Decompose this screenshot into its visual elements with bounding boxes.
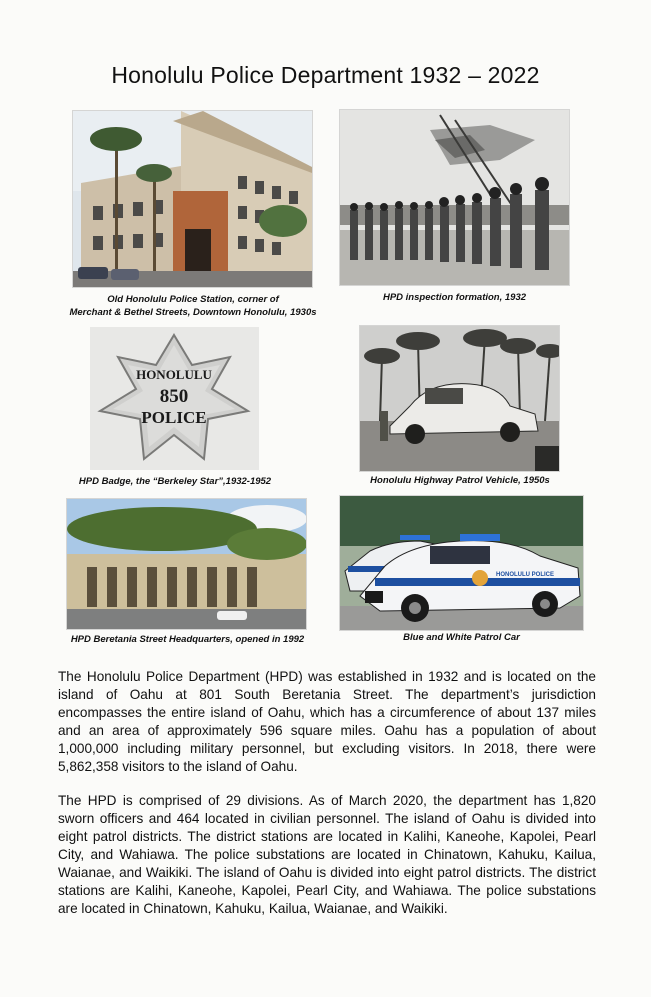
old-station-caption-line2: Merchant & Bethel Streets, Downtown Honolulu, 1930s xyxy=(69,307,317,318)
badge-text-bottom: POLICE xyxy=(141,408,207,427)
old-station-caption-line1: Old Honolulu Police Station, corner of xyxy=(107,294,279,305)
inspection-formation-photo xyxy=(340,110,569,285)
badge-caption: HPD Badge, the “Berkeley Star”,1932-1952 xyxy=(78,476,272,487)
headquarters-photo xyxy=(67,499,306,629)
patrol-car-door-text: HONOLULU POLICE xyxy=(496,572,554,578)
badge-photo xyxy=(90,327,259,470)
old-station-photo xyxy=(73,111,312,287)
badge-number: 850 xyxy=(159,386,189,407)
badge-text-top: HONOLULU xyxy=(136,367,212,382)
headquarters-caption: HPD Beretania Street Headquarters, opened in 1992 xyxy=(70,634,305,645)
page-title: Honolulu Police Department 1932 – 2022 xyxy=(111,62,540,88)
formation-caption: HPD inspection formation, 1932 xyxy=(382,292,527,303)
old-station-caption xyxy=(40,293,346,319)
patrol-car-caption: Blue and White Patrol Car xyxy=(403,632,520,643)
intro-paragraph: The Honolulu Police Department (HPD) was established in 1932 and is located on the island of Oahu at 801 South Beretania Street. The department’s jurisdiction encompasses the entire island of Oahu, which has a circumference of about 137 miles and an area of approximately 596 square miles. Oahu has a population of about 1,000,000 including military personnel, but excluding visitors. In 2018, there were 5,862,358 visitors to the island of Oahu. xyxy=(58,669,596,774)
highway-patrol-caption: Honolulu Highway Patrol Vehicle, 1950s xyxy=(370,475,550,486)
patrol-car-photo xyxy=(340,496,583,630)
highway-patrol-photo xyxy=(360,326,559,471)
divisions-paragraph: The HPD is comprised of 29 divisions. As of March 2020, the department has 1,820 sworn officers and 464 located in civilian personnel. The island of Oahu is divided into eight patrol districts. The district stations are located in Kalihi, Kaneohe, Kapolei, Pearl City, and Wahiawa. The police substations are located in Chinatown, Kahuku, Kailua, Waianae, and Waikiki. The island of Oahu is divided into eight patrol districts. The district stations are Kalihi, Kaneohe, Kapolei, Pearl City, and Wahiawa. The police substations are located in Chinatown, Kahuku, Kailua, Waianae, and Waikiki. xyxy=(58,793,596,916)
